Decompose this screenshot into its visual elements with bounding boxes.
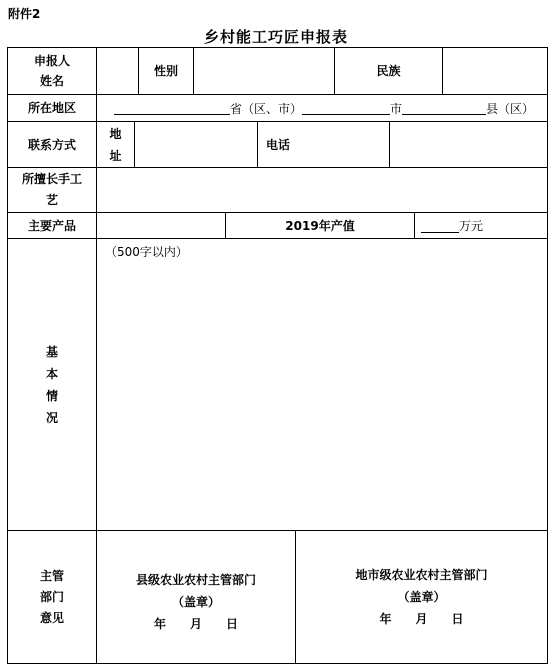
basic-info-char: 况	[45, 410, 58, 425]
main-product-label: 主要产品	[27, 218, 76, 233]
address-label	[97, 122, 134, 167]
ethnicity-field[interactable]	[443, 48, 547, 94]
applicant-name-label	[8, 48, 96, 94]
basic-info-hint: （500字以内）	[105, 245, 188, 259]
phone-label: 电话	[265, 137, 290, 152]
county-blank[interactable]	[402, 101, 486, 115]
output-unit: 万元	[459, 218, 484, 233]
applicant-name-field[interactable]	[97, 48, 138, 94]
contact-label: 联系方式	[27, 137, 76, 152]
basic-info-label	[8, 239, 96, 530]
address-field[interactable]	[135, 122, 257, 167]
gender-label: 性别	[153, 64, 178, 78]
location-label: 所在地区	[27, 101, 76, 115]
city-date: 年 月 日	[379, 612, 464, 626]
city-blank[interactable]	[302, 101, 390, 115]
ethnicity-label: 民族	[376, 64, 401, 78]
location-field[interactable]	[98, 97, 548, 119]
approval-label-line: 主管	[39, 568, 64, 583]
annex-label: 附件2	[8, 7, 41, 21]
output-blank[interactable]	[421, 219, 459, 233]
city-approval-box[interactable]	[296, 531, 547, 663]
county-date: 年 月 日	[153, 617, 238, 631]
address-label-char1: 地	[109, 126, 122, 141]
address-label-char2: 址	[109, 148, 122, 163]
county-approval-box[interactable]	[97, 531, 295, 663]
gender-field[interactable]	[194, 48, 334, 94]
craft-field[interactable]	[97, 168, 547, 212]
city-dept-name: 地市级农业农村主管部门	[355, 568, 488, 582]
county-suffix: 县（区）	[486, 101, 535, 116]
city-seal: （盖章）	[397, 590, 446, 604]
craft-label-line1: 所擅长手工	[21, 172, 82, 186]
output-field[interactable]	[415, 213, 547, 238]
output-label: 2019年产值	[285, 218, 355, 233]
main-product-field[interactable]	[97, 213, 225, 238]
craft-label	[8, 168, 96, 212]
form-title: 乡村能工巧匠申报表	[203, 28, 348, 46]
applicant-name-label-line1: 申报人	[33, 54, 70, 68]
basic-info-field[interactable]	[97, 239, 547, 530]
phone-field[interactable]	[299, 122, 389, 167]
table-border-right	[547, 47, 548, 664]
basic-info-char: 本	[45, 366, 58, 381]
craft-label-line2: 艺	[45, 193, 58, 207]
province-suffix: 省（区、市）	[230, 101, 303, 116]
basic-info-char: 基	[45, 344, 58, 359]
basic-info-char: 情	[45, 388, 58, 403]
contact-extra-field[interactable]	[390, 122, 547, 167]
province-blank[interactable]	[114, 101, 230, 115]
city-suffix: 市	[390, 101, 403, 116]
county-dept-name: 县级农业农村主管部门	[135, 573, 256, 587]
county-seal: （盖章）	[171, 595, 220, 609]
approval-label-line: 部门	[39, 589, 64, 604]
table-border-bottom	[7, 663, 548, 664]
approval-label	[8, 531, 96, 663]
approval-label-line: 意见	[39, 610, 64, 625]
applicant-name-label-line2: 姓名	[39, 74, 64, 88]
